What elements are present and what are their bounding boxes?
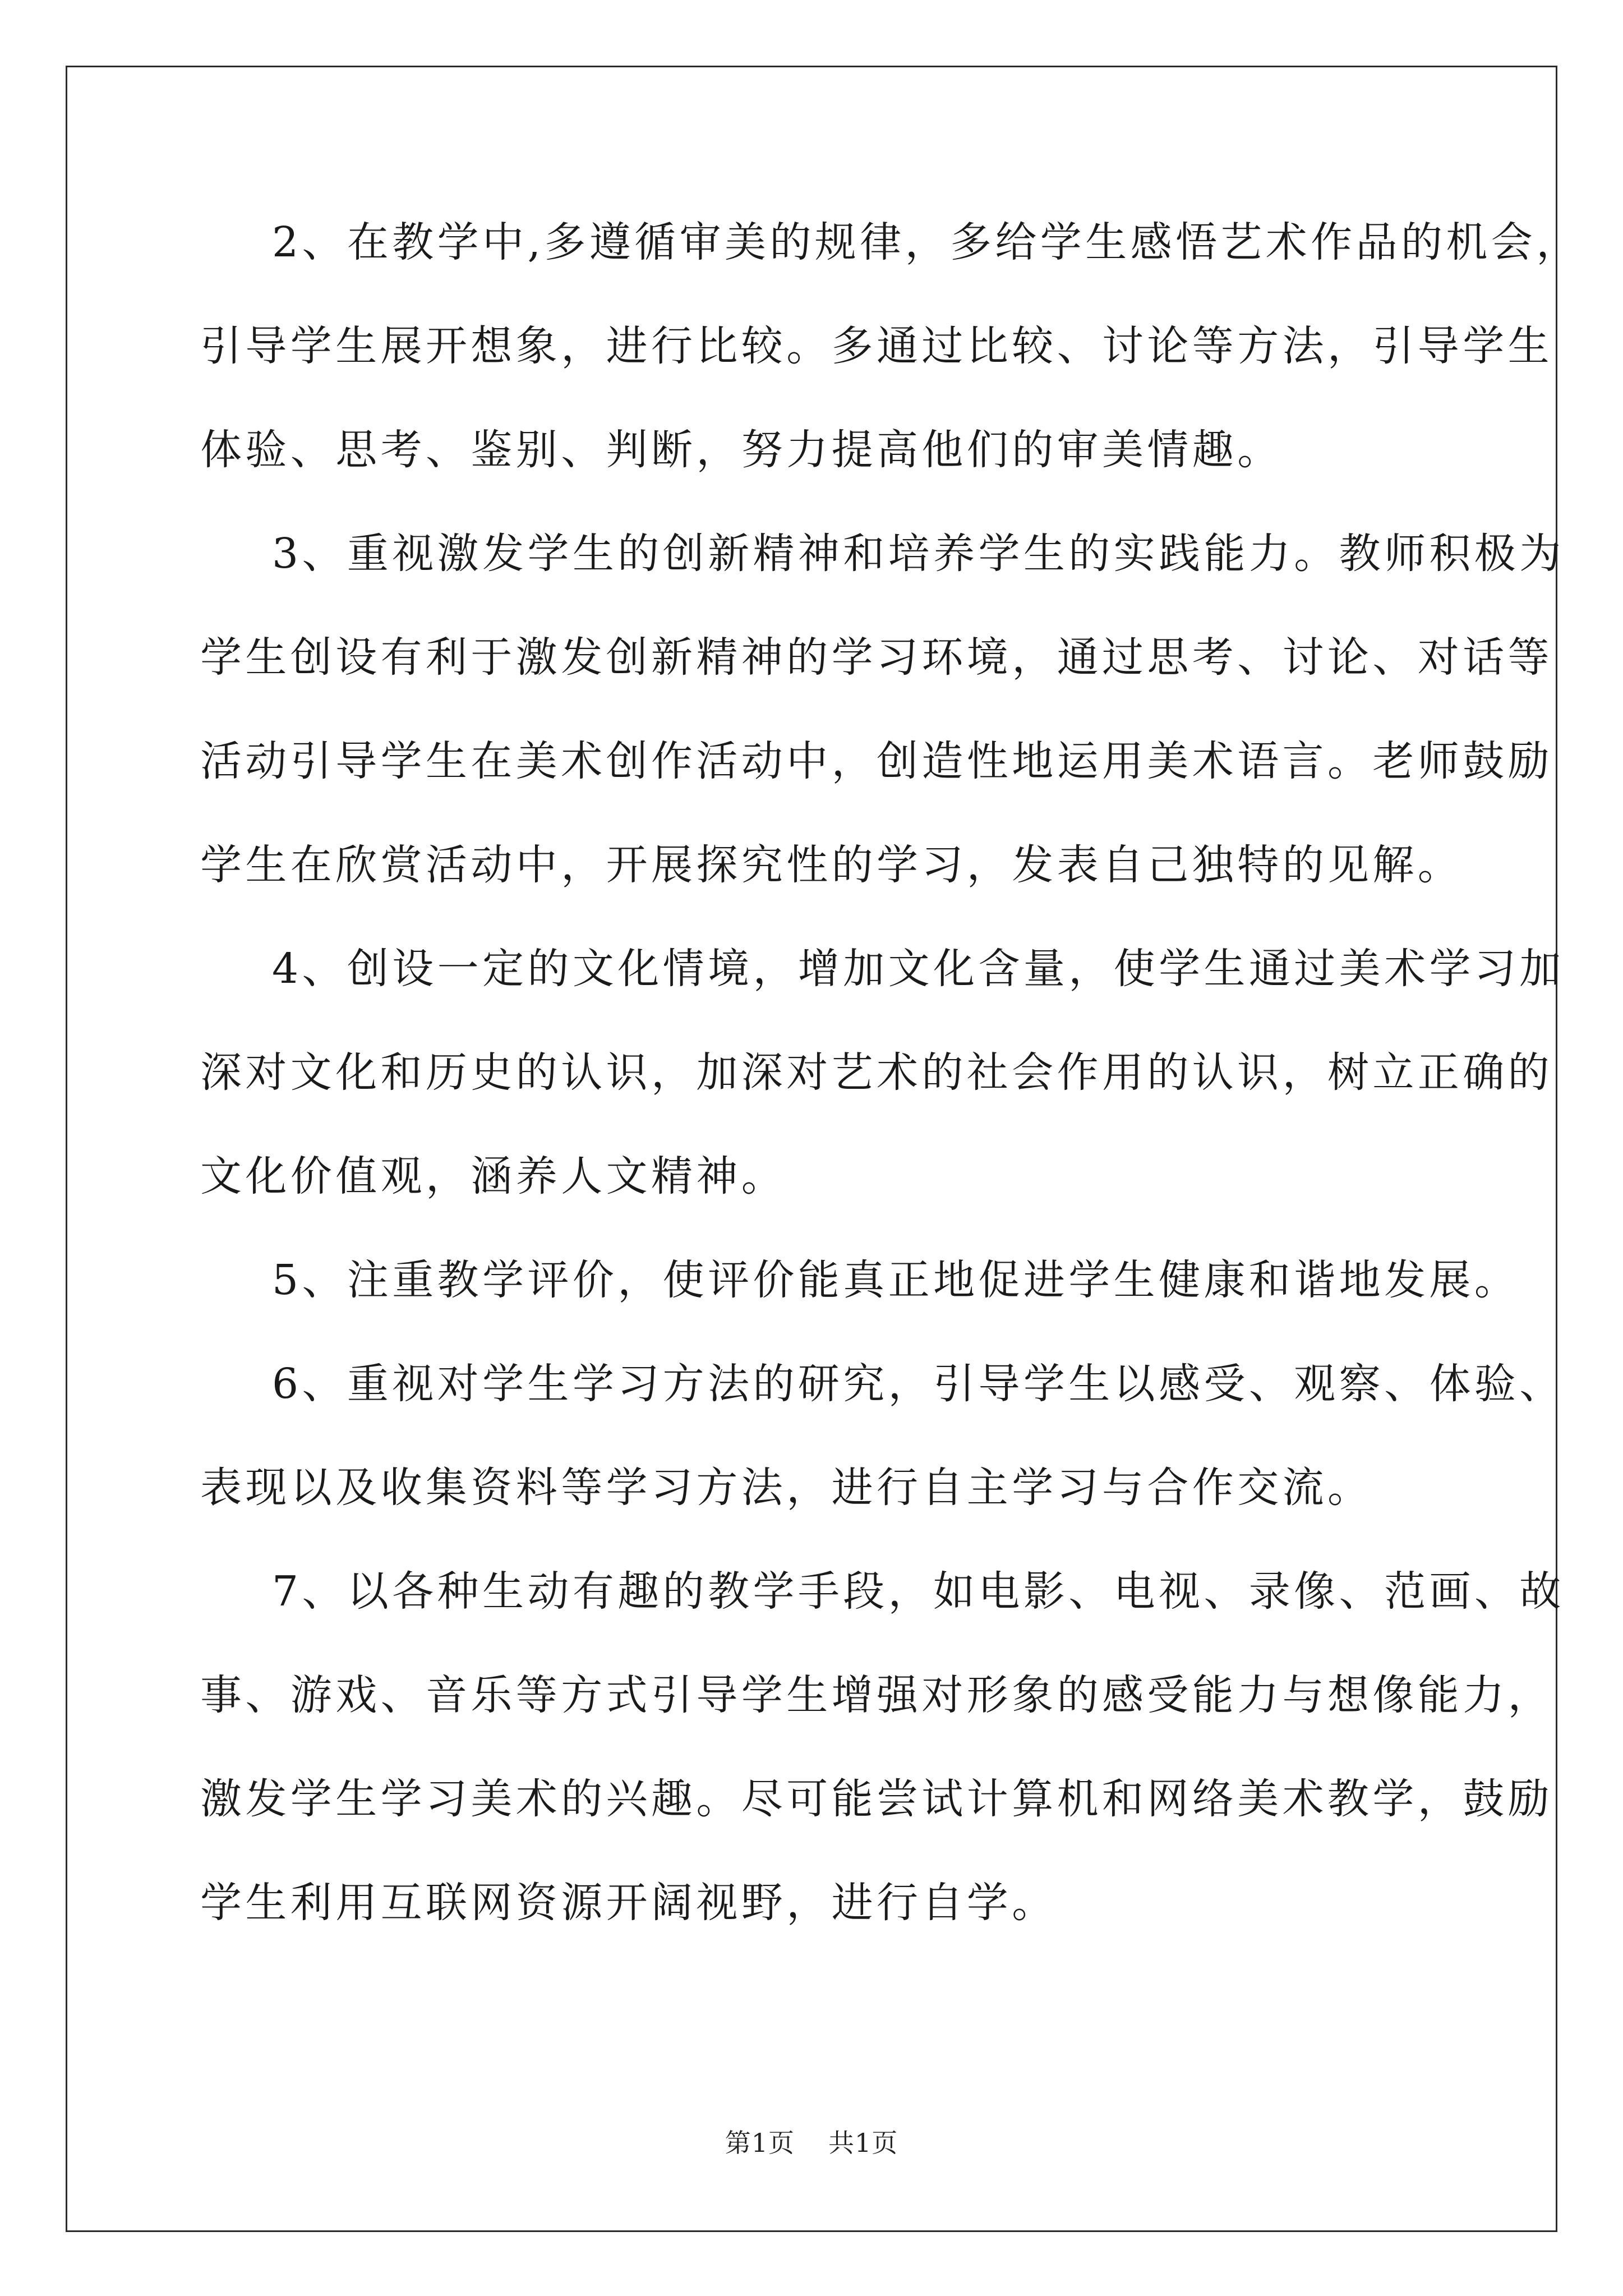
paragraph-line: 6、重视对学生学习方法的研究，引导学生以感受、观察、体验、 <box>272 1360 1565 1408</box>
paragraph-line: 事、游戏、音乐等方式引导学生增强对形象的感受能力与想像能力， <box>200 1671 1553 1719</box>
page-number-current: 第1页 <box>725 2128 795 2158</box>
paragraph-6 <box>200 1360 1565 1573</box>
paragraph-line: 深对文化和历史的认识，加深对艺术的社会作用的认识，树立正确的 <box>200 1048 1553 1097</box>
paragraph-line: 学生在欣赏活动中，开展探究性的学习，发表自己独特的见解。 <box>200 841 1463 889</box>
paragraph-line: 活动引导学生在美术创作活动中，创造性地运用美术语言。老师鼓励 <box>200 737 1553 785</box>
paragraph-line: 4、创设一定的文化情境，增加文化含量，使学生通过美术学习加 <box>272 945 1565 993</box>
paragraph-line: 文化价值观，涵养人文精神。 <box>200 1152 787 1200</box>
paragraph-line: 2、在教学中,多遵循审美的规律，多给学生感悟艺术作品的机会， <box>272 218 1581 266</box>
paragraph-2 <box>200 218 1581 536</box>
paragraph-line: 体验、思考、鉴别、判断，努力提高他们的审美情趣。 <box>200 426 1283 474</box>
paragraph-3 <box>200 530 1565 951</box>
paragraph-line: 7、以各种生动有趣的教学手段，如电影、电视、录像、范画、故 <box>272 1567 1565 1616</box>
paragraph-line: 激发学生学习美术的兴趣。尽可能尝试计算机和网络美术教学，鼓励 <box>200 1775 1553 1823</box>
page-footer <box>0 2129 1623 2157</box>
document-body <box>200 218 1581 1989</box>
paragraph-5 <box>200 1256 1520 1366</box>
paragraph-line: 学生创设有利于激发创新精神的学习环境，通过思考、讨论、对话等 <box>200 633 1553 682</box>
paragraph-line: 5、注重教学评价，使评价能真正地促进学生健康和谐地发展。 <box>272 1256 1520 1304</box>
paragraph-7 <box>200 1567 1565 1989</box>
paragraph-line: 表现以及收集资料等学习方法，进行自主学习与合作交流。 <box>200 1464 1373 1512</box>
paragraph-4 <box>200 945 1565 1262</box>
paragraph-line: 引导学生展开想象，进行比较。多通过比较、讨论等方法，引导学生 <box>200 322 1553 370</box>
page-number-total: 共1页 <box>828 2128 898 2158</box>
paragraph-line: 3、重视激发学生的创新精神和培养学生的实践能力。教师积极为 <box>272 530 1565 578</box>
paragraph-line: 学生利用互联网资源开阔视野，进行自学。 <box>200 1879 1057 1927</box>
